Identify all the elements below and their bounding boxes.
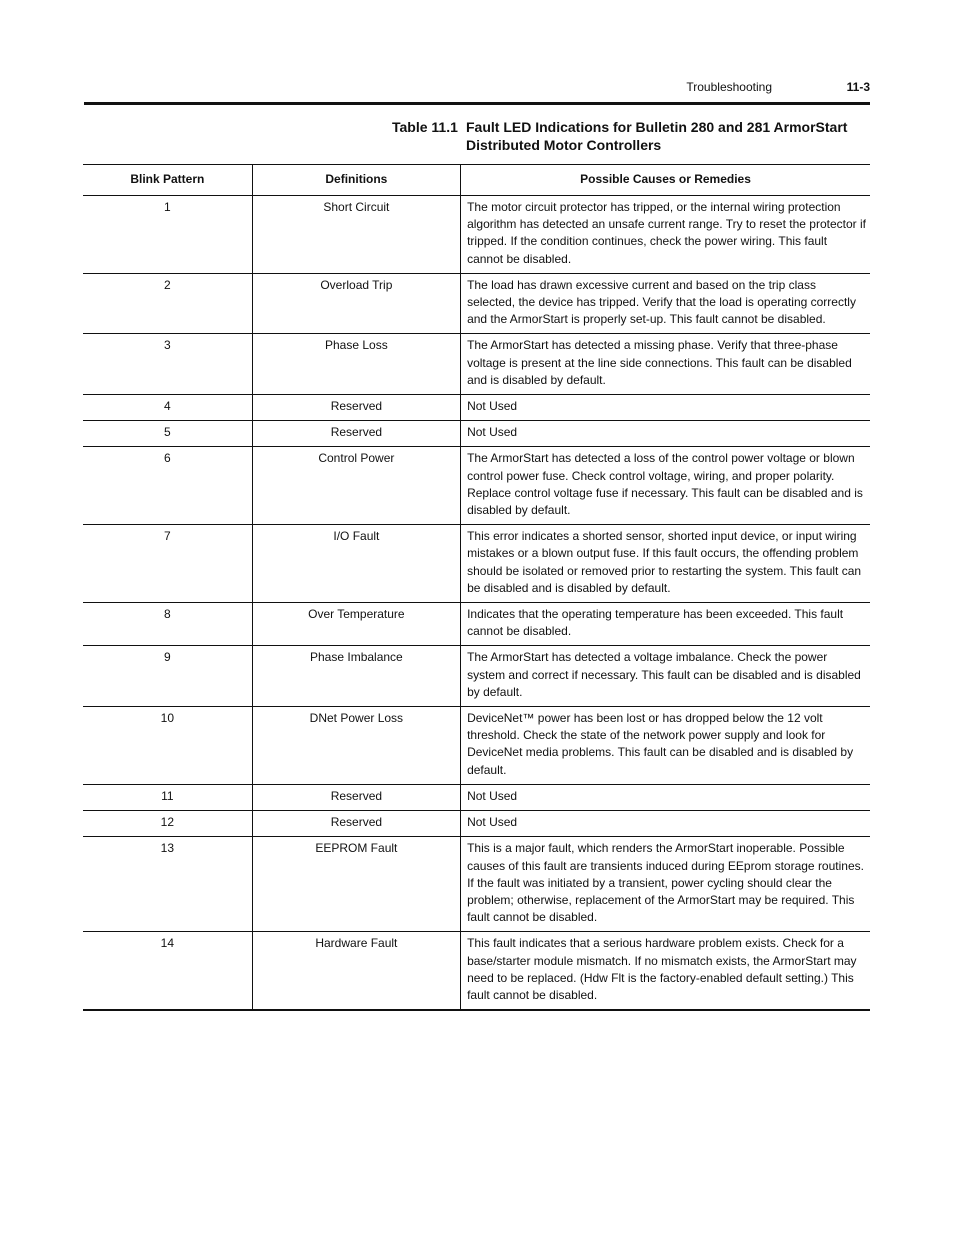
remedy-cell: This is a major fault, which renders the ArmorStart inoperable. Possible causes of this fault are transients induced during EEprom storage routines. If the fault was initiated by a transient, power cycling should clear the problem; otherwise, replacement of the ArmorStart may be required. This fault cannot be disabled. xyxy=(461,837,870,932)
remedy-cell: Not Used xyxy=(461,395,870,421)
blink-pattern-cell: 13 xyxy=(83,837,252,932)
table-row xyxy=(83,784,870,810)
table-body xyxy=(83,196,870,1011)
remedy-cell: Indicates that the operating temperature has been exceeded. This fault cannot be disabled. xyxy=(461,603,870,646)
definition-cell: DNet Power Loss xyxy=(252,707,460,785)
blink-pattern-cell: 2 xyxy=(83,273,252,334)
definition-cell: Reserved xyxy=(252,811,460,837)
blink-pattern-cell: 5 xyxy=(83,421,252,447)
definition-cell: Control Power xyxy=(252,447,460,525)
table-header xyxy=(83,165,870,196)
remedy-cell: The ArmorStart has detected a missing phase. Verify that three-phase voltage is present at the line side connections. This fault can be disabled and is disabled by default. xyxy=(461,334,870,395)
remedy-cell: Not Used xyxy=(461,784,870,810)
definition-cell: Short Circuit xyxy=(252,196,460,274)
blink-pattern-cell: 7 xyxy=(83,525,252,603)
definition-cell: EEPROM Fault xyxy=(252,837,460,932)
definition-cell: I/O Fault xyxy=(252,525,460,603)
table-row xyxy=(83,603,870,646)
table-row xyxy=(83,196,870,274)
fault-led-table xyxy=(83,164,870,1011)
running-header-section: Troubleshooting xyxy=(686,80,772,94)
blink-pattern-cell: 14 xyxy=(83,932,252,1010)
table-caption-label: Table 11.1 xyxy=(392,119,458,135)
remedy-cell: The load has drawn excessive current and based on the trip class selected, the device has tripped. Verify that the load is operating correctly and the ArmorStart is properly set-up. This fault cannot be disabled. xyxy=(461,273,870,334)
blink-pattern-cell: 11 xyxy=(83,784,252,810)
table-row xyxy=(83,447,870,525)
remedy-cell: The ArmorStart has detected a loss of the control power voltage or blown control power fuse. Check control voltage, wiring, and proper polarity. Replace control voltage fuse if necessary. This fault can be disabled and is disabled by default. xyxy=(461,447,870,525)
column-header-remedies: Possible Causes or Remedies xyxy=(461,165,870,196)
definition-cell: Phase Loss xyxy=(252,334,460,395)
definition-cell: Over Temperature xyxy=(252,603,460,646)
blink-pattern-cell: 4 xyxy=(83,395,252,421)
blink-pattern-cell: 1 xyxy=(83,196,252,274)
table-row xyxy=(83,646,870,707)
blink-pattern-cell: 9 xyxy=(83,646,252,707)
table-header-row xyxy=(83,165,870,196)
remedy-cell: The ArmorStart has detected a voltage imbalance. Check the power system and correct if necessary. This fault can be disabled and is disabled by default. xyxy=(461,646,870,707)
remedy-cell: Not Used xyxy=(461,811,870,837)
header-rule xyxy=(84,102,870,105)
table-row xyxy=(83,421,870,447)
column-header-definitions: Definitions xyxy=(252,165,460,196)
table-row xyxy=(83,932,870,1010)
table-row xyxy=(83,837,870,932)
blink-pattern-cell: 3 xyxy=(83,334,252,395)
column-header-blink-pattern: Blink Pattern xyxy=(83,165,252,196)
table-row xyxy=(83,334,870,395)
table-row xyxy=(83,273,870,334)
definition-cell: Reserved xyxy=(252,784,460,810)
page-number: 11-3 xyxy=(846,80,870,94)
remedy-cell: Not Used xyxy=(461,421,870,447)
definition-cell: Reserved xyxy=(252,395,460,421)
blink-pattern-cell: 12 xyxy=(83,811,252,837)
blink-pattern-cell: 8 xyxy=(83,603,252,646)
remedy-cell: DeviceNet™ power has been lost or has dropped below the 12 volt threshold. Check the state of the network power supply and look for DeviceNet media problems. This fault can be disabled and is disabled by default. xyxy=(461,707,870,785)
remedy-cell: The motor circuit protector has tripped, or the internal wiring protection algorithm has detected an unsafe current range. Try to reset the protector if tripped. If the condition continues, check the power wiring. This fault cannot be disabled. xyxy=(461,196,870,274)
definition-cell: Overload Trip xyxy=(252,273,460,334)
table-row xyxy=(83,395,870,421)
definition-cell: Reserved xyxy=(252,421,460,447)
table-row xyxy=(83,525,870,603)
remedy-cell: This fault indicates that a serious hardware problem exists. Check for a base/starter module mismatch. If no mismatch exists, the ArmorStart may need to be replaced. (Hdw Flt is the factory-enabled default setting.) This fault cannot be disabled. xyxy=(461,932,870,1010)
table-row xyxy=(83,811,870,837)
definition-cell: Hardware Fault xyxy=(252,932,460,1010)
table-row xyxy=(83,707,870,785)
page-header xyxy=(84,80,870,96)
table-caption-title: Fault LED Indications for Bulletin 280 and 281 ArmorStart Distributed Motor Controllers xyxy=(466,119,848,153)
blink-pattern-cell: 6 xyxy=(83,447,252,525)
blink-pattern-cell: 10 xyxy=(83,707,252,785)
remedy-cell: This error indicates a shorted sensor, shorted input device, or input wiring mistakes or a blown output fuse. If this fault occurs, the offending problem should be isolated or removed prior to restarting the system. This fault can be disabled and is disabled by default. xyxy=(461,525,870,603)
definition-cell: Phase Imbalance xyxy=(252,646,460,707)
